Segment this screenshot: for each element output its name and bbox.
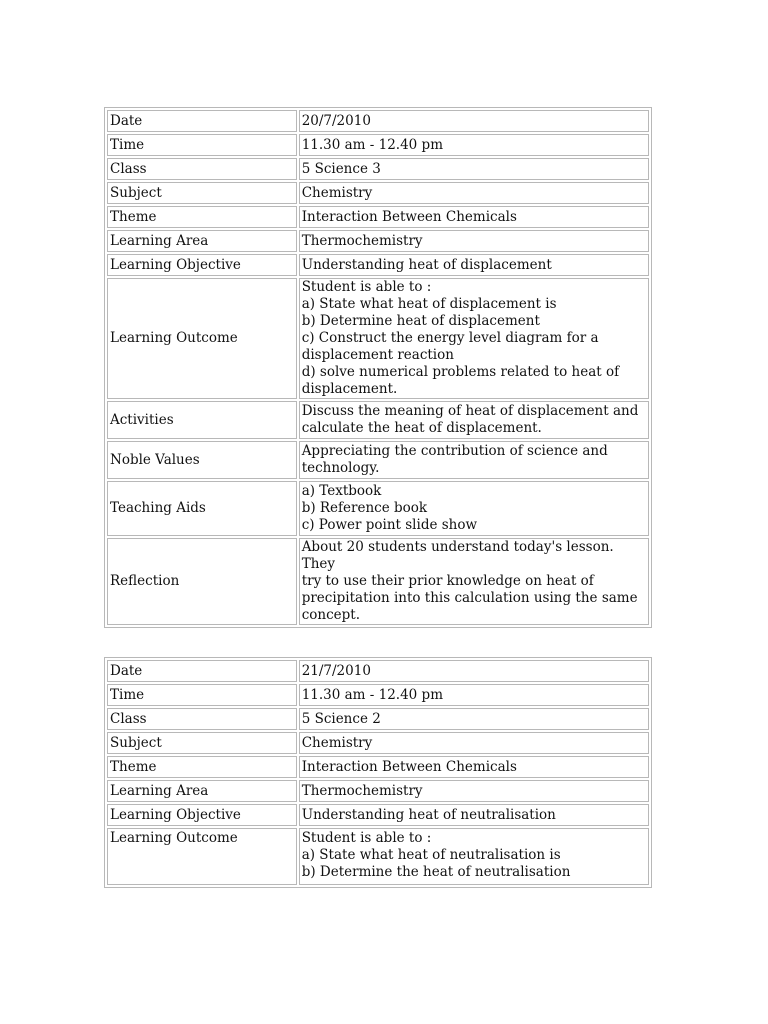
table-row bbox=[107, 804, 649, 826]
reflection-line: try to use their prior knowledge on heat of bbox=[301, 573, 594, 589]
class-value: 5 Science 2 bbox=[299, 708, 649, 730]
learning-outcome-line: c) Construct the energy level diagram for a bbox=[301, 330, 599, 346]
reflection-value bbox=[299, 538, 649, 625]
reflection-line: concept. bbox=[301, 607, 360, 623]
subject-value: Chemistry bbox=[299, 732, 649, 754]
date-label: Date bbox=[107, 660, 297, 682]
table-row bbox=[107, 441, 649, 479]
teaching-aids-line: a) Textbook bbox=[301, 483, 382, 499]
learning-outcome-line: d) solve numerical problems related to heat of bbox=[301, 364, 620, 380]
teaching-aids-label: Teaching Aids bbox=[107, 481, 297, 536]
table-row bbox=[107, 134, 649, 156]
learning-objective-label: Learning Objective bbox=[107, 254, 297, 276]
learning-outcome-line: Student is able to : bbox=[301, 279, 432, 295]
learning-outcome-line: displacement. bbox=[301, 381, 398, 397]
learning-area-label: Learning Area bbox=[107, 230, 297, 252]
lesson-plan-table-1 bbox=[104, 107, 652, 628]
activities-line: calculate the heat of displacement. bbox=[301, 420, 542, 436]
learning-outcome-value bbox=[299, 828, 649, 885]
reflection-line: About 20 students understand today's lesson. They bbox=[301, 539, 614, 572]
theme-label: Theme bbox=[107, 756, 297, 778]
theme-value: Interaction Between Chemicals bbox=[299, 756, 649, 778]
reflection-line: precipitation into this calculation using the same bbox=[301, 590, 638, 606]
time-value: 11.30 am - 12.40 pm bbox=[299, 134, 649, 156]
learning-outcome-line: Student is able to : bbox=[301, 830, 432, 846]
table-row bbox=[107, 254, 649, 276]
class-label: Class bbox=[107, 708, 297, 730]
learning-outcome-label: Learning Outcome bbox=[107, 828, 297, 885]
table-row bbox=[107, 756, 649, 778]
table-row bbox=[107, 684, 649, 706]
time-label: Time bbox=[107, 134, 297, 156]
learning-area-value: Thermochemistry bbox=[299, 780, 649, 802]
time-value: 11.30 am - 12.40 pm bbox=[299, 684, 649, 706]
table-row bbox=[107, 206, 649, 228]
table-row bbox=[107, 158, 649, 180]
subject-label: Subject bbox=[107, 182, 297, 204]
table-row bbox=[107, 732, 649, 754]
teaching-aids-line: c) Power point slide show bbox=[301, 517, 478, 533]
subject-label: Subject bbox=[107, 732, 297, 754]
noble-values-line: technology. bbox=[301, 460, 380, 476]
table-row bbox=[107, 182, 649, 204]
table-row bbox=[107, 660, 649, 682]
table-row bbox=[107, 230, 649, 252]
learning-area-value: Thermochemistry bbox=[299, 230, 649, 252]
table-row bbox=[107, 481, 649, 536]
activities-label: Activities bbox=[107, 401, 297, 439]
activities-line: Discuss the meaning of heat of displacement and bbox=[301, 403, 639, 419]
activities-value bbox=[299, 401, 649, 439]
table-row bbox=[107, 278, 649, 399]
learning-objective-value: Understanding heat of displacement bbox=[299, 254, 649, 276]
teaching-aids-value bbox=[299, 481, 649, 536]
learning-outcome-value bbox=[299, 278, 649, 399]
theme-value: Interaction Between Chemicals bbox=[299, 206, 649, 228]
learning-objective-label: Learning Objective bbox=[107, 804, 297, 826]
learning-area-label: Learning Area bbox=[107, 780, 297, 802]
table-row bbox=[107, 110, 649, 132]
teaching-aids-line: b) Reference book bbox=[301, 500, 428, 516]
table-row bbox=[107, 780, 649, 802]
learning-outcome-line: displacement reaction bbox=[301, 347, 454, 363]
time-label: Time bbox=[107, 684, 297, 706]
class-value: 5 Science 3 bbox=[299, 158, 649, 180]
learning-objective-value: Understanding heat of neutralisation bbox=[299, 804, 649, 826]
table-row bbox=[107, 828, 649, 885]
noble-values-label: Noble Values bbox=[107, 441, 297, 479]
table-row bbox=[107, 401, 649, 439]
date-value: 21/7/2010 bbox=[299, 660, 649, 682]
learning-outcome-label: Learning Outcome bbox=[107, 278, 297, 399]
table-row bbox=[107, 538, 649, 625]
theme-label: Theme bbox=[107, 206, 297, 228]
learning-outcome-line: b) Determine the heat of neutralisation bbox=[301, 864, 571, 880]
learning-outcome-line: a) State what heat of displacement is bbox=[301, 296, 557, 312]
date-label: Date bbox=[107, 110, 297, 132]
noble-values-line: Appreciating the contribution of science and bbox=[301, 443, 608, 459]
table-row bbox=[107, 708, 649, 730]
subject-value: Chemistry bbox=[299, 182, 649, 204]
reflection-label: Reflection bbox=[107, 538, 297, 625]
learning-outcome-line: b) Determine heat of displacement bbox=[301, 313, 540, 329]
class-label: Class bbox=[107, 158, 297, 180]
noble-values-value bbox=[299, 441, 649, 479]
learning-outcome-line: a) State what heat of neutralisation is bbox=[301, 847, 561, 863]
date-value: 20/7/2010 bbox=[299, 110, 649, 132]
lesson-plan-table-2 bbox=[104, 657, 652, 888]
